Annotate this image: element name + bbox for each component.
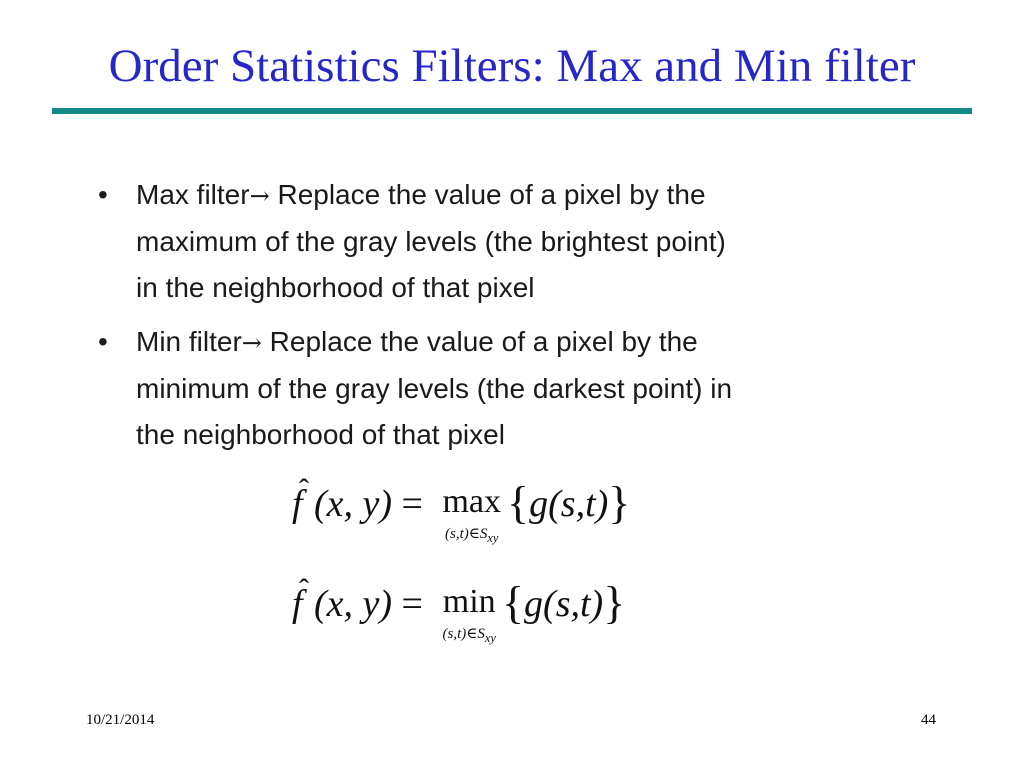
hat-accent: ˆ bbox=[299, 573, 309, 606]
close-brace: } bbox=[608, 477, 631, 528]
min-filter-equation bbox=[292, 574, 625, 646]
equation-lhs-args: (x, y) = bbox=[314, 483, 423, 525]
bullet-text: Replace the value of a pixel by the bbox=[269, 179, 706, 210]
bullet-lead: Max filter bbox=[136, 179, 250, 210]
max-filter-equation bbox=[292, 474, 630, 546]
bullet-line bbox=[136, 172, 956, 219]
operator-name: min bbox=[442, 583, 496, 620]
bullet-line: the neighborhood of that pixel bbox=[136, 419, 505, 450]
bullet-lead: Min filter bbox=[136, 326, 242, 357]
open-brace: { bbox=[501, 577, 525, 628]
operator-subscript: $(s,t)\in S_{xy}$ bbox=[445, 526, 499, 545]
close-brace: } bbox=[603, 577, 626, 628]
title-underline-rule bbox=[52, 108, 972, 114]
bullet-list bbox=[96, 172, 956, 466]
max-operator bbox=[442, 474, 501, 546]
f-hat-symbol: ˆ f bbox=[292, 574, 314, 634]
bullet-text: Replace the value of a pixel by the bbox=[261, 326, 698, 357]
hat-accent: ˆ bbox=[299, 473, 309, 506]
operator-name: max bbox=[442, 483, 502, 520]
bullet-line bbox=[136, 319, 956, 366]
f-hat-symbol: ˆ f bbox=[292, 474, 314, 534]
footer-date: 10/21/2014 bbox=[86, 712, 155, 728]
open-brace: { bbox=[507, 477, 530, 528]
operator-subscript: $(s,t)\in S_{xy}$ bbox=[442, 626, 496, 645]
equation-body: g(s,t) bbox=[529, 483, 609, 525]
bullet-line: maximum of the gray levels (the brightest point) bbox=[136, 226, 726, 257]
bullet-min-filter bbox=[96, 319, 956, 458]
bullet-max-filter bbox=[96, 172, 956, 311]
bullet-line: minimum of the gray levels (the darkest point) in bbox=[136, 373, 733, 404]
min-operator bbox=[442, 574, 495, 646]
slide-title: Order Statistics Filters: Max and Min filter bbox=[108, 40, 916, 92]
right-arrow-icon: → bbox=[249, 182, 270, 210]
bullet-marker: • bbox=[98, 179, 108, 210]
equation-body: g(s,t) bbox=[524, 583, 604, 625]
bullet-marker: • bbox=[98, 326, 108, 357]
right-arrow-icon: → bbox=[241, 329, 262, 357]
bullet-line: in the neighborhood of that pixel bbox=[136, 272, 535, 303]
page-number: 44 bbox=[921, 712, 936, 728]
equation-lhs-args: (x, y) = bbox=[314, 583, 423, 625]
